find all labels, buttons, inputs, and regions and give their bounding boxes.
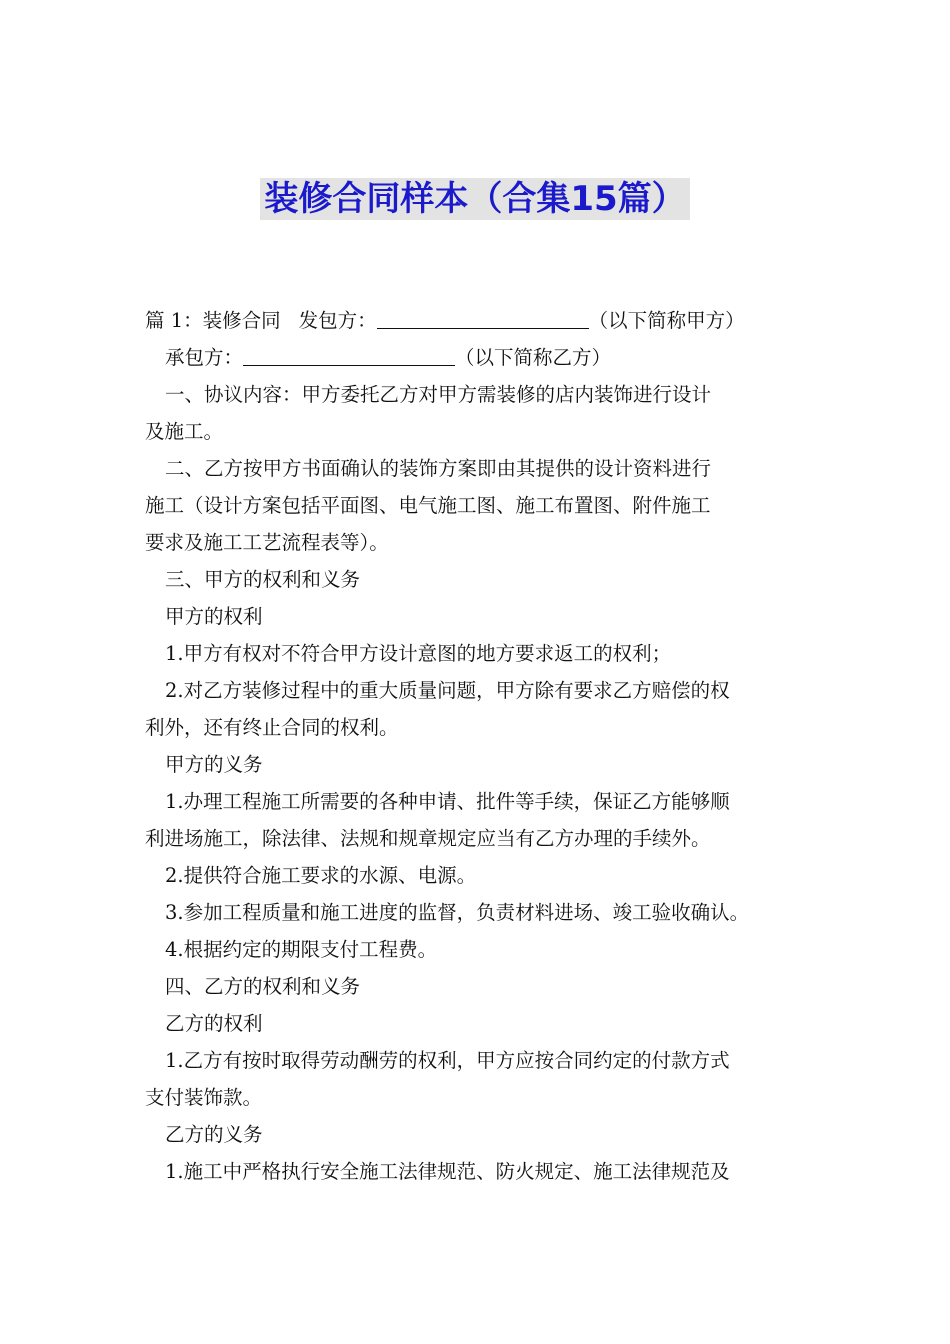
text-line: 施工（设计方案包括平面图、电气施工图、施工布置图、附件施工	[145, 494, 711, 517]
text-line: 1.办理工程施工所需要的各种申请、批件等手续，保证乙方能够顺	[165, 790, 730, 813]
text-line: 2.提供符合施工要求的水源、电源。	[165, 864, 477, 887]
text-line: 甲方的义务	[165, 753, 263, 776]
text-line: 4.根据约定的期限支付工程费。	[165, 938, 438, 961]
text-line: 乙方的权利	[165, 1012, 263, 1035]
party-a-label: 发包方：	[298, 309, 377, 332]
party-b-blank	[243, 345, 455, 366]
text-line: 1.乙方有按时取得劳动酬劳的权利，甲方应按合同约定的付款方式	[165, 1049, 730, 1072]
text-line: 支付装饰款。	[145, 1086, 263, 1109]
text-line: 及施工。	[145, 420, 224, 443]
section-label: 篇 1：装修合同	[145, 309, 281, 332]
party-a-blank	[377, 308, 589, 329]
text-line: 2.对乙方装修过程中的重大质量问题，甲方除有要求乙方赔偿的权	[165, 679, 730, 702]
title-wrap	[0, 178, 950, 220]
paragraph-party-a	[145, 302, 815, 339]
text-line: 乙方的义务	[165, 1123, 263, 1146]
document-title: 装修合同样本（合集15篇）	[260, 178, 689, 220]
text-line: 1.施工中严格执行安全施工法律规范、防火规定、施工法律规范及	[165, 1160, 730, 1183]
text-line: 甲方的权利	[165, 605, 263, 628]
text-line: 利进场施工，除法律、法规和规章规定应当有乙方办理的手续外。	[145, 827, 711, 850]
document-body	[145, 302, 815, 1190]
text-line: 二、乙方按甲方书面确认的装饰方案即由其提供的设计资料进行	[165, 457, 712, 480]
text-line: 利外，还有终止合同的权利。	[145, 716, 399, 739]
party-b-note: （以下简称乙方）	[455, 346, 612, 369]
text-line: 四、乙方的权利和义务	[165, 975, 361, 998]
text-line: 三、甲方的权利和义务	[165, 568, 361, 591]
paragraph-party-b	[145, 339, 815, 376]
text-line: 一、协议内容：甲方委托乙方对甲方需装修的店内装饰进行设计	[165, 383, 712, 406]
party-b-label: 承包方：	[165, 346, 244, 369]
text-line: 要求及施工工艺流程表等）。	[145, 531, 389, 554]
party-a-note: （以下简称甲方）	[588, 309, 745, 332]
text-line: 1.甲方有权对不符合甲方设计意图的地方要求返工的权利；	[165, 642, 672, 665]
text-line: 3.参加工程质量和施工进度的监督，负责材料进场、竣工验收确认。	[165, 901, 750, 924]
